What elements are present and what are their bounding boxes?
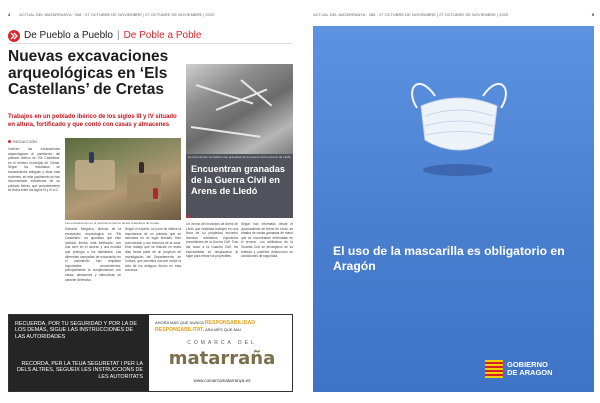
byline-dot-icon — [186, 215, 189, 218]
article-column-3: Según el experto, se pone de relieve la importancia de un poblado que se asentaba en un lugar elevado, bien comunicado y con recursos de la zona. Este trabajo que se estudia en estos días forma parte de un proyecto de investigación del Departamento de Cultura, que permitirá conocer mejor la vida de los antiguos íberos en esta comarca. — [125, 227, 181, 273]
aragon-flag-icon — [485, 360, 503, 378]
article-byline: REDACCIÓN — [8, 139, 37, 144]
sidebar-story-headline: Encuentran granadas de la Guerra Civil en Arens de Lledó — [191, 164, 285, 196]
comarca-ad — [8, 314, 293, 392]
left-page — [8, 12, 293, 392]
excavation-photo-caption: Las excavaciones en el yacimiento ibérico de Els Castellans de Cretas. — [65, 221, 160, 225]
sidebar-story — [186, 64, 293, 218]
ad-org-label: COMARCA DEL — [187, 340, 257, 346]
mask-ad-slogan: El uso de la mascarilla es obligatorio en Aragón — [333, 244, 565, 273]
right-page — [313, 12, 594, 392]
ad-brand-panel — [149, 315, 292, 391]
section-name-ca: De Poble a Poble — [123, 30, 202, 41]
ad-message-es: RECUERDA, POR TU SEGURIDAD Y POR LA DE LOS DEMÁS, SIGUE LAS INSTRUCCIONES DE LAS AUTORIDADES — [15, 321, 137, 340]
right-page-header — [313, 12, 594, 22]
article-subhead: Trabajos en un poblado ibérico de los siglos III y IV situado en altura, fortificado y que contó con casas y almacenes — [8, 114, 177, 128]
sidebar-column-2: Según han informado desde el Ayuntamiento de Arens de Lledó, se trataba de varias granadas de mano que se encontraban enterradas en el terreno. Los artificieros de la Guardia Civil se encargaron de su retirada y posterior destrucción en condiciones de seguridad. — [241, 222, 293, 259]
byline-dot-icon — [8, 140, 11, 143]
left-page-number: 4 — [8, 12, 11, 17]
grenades-photo-caption: La zona donde se hallaron las granadas de la Guerra Civil en Arens de Lledó. — [188, 155, 292, 159]
article-column-2: Salvador Melguizo, director de la excavación arqueológica en ‘Els Castellans’, ha apuntado que este poblado ibérico está fortificado, con una torre en el acceso y una muralla que protegía a los habitantes. Las diferentes campañas de excavación en el yacimiento han ampliado importantes conocimientos, principalmente la complementan con casas, almacenes y estructuras de carácter defensivo. — [65, 227, 121, 282]
matarrana-logo: matarraña — [168, 348, 276, 369]
right-page-header-text: ACTUAL DEL MATARRANYA · 268 · 27 OCTUBRE DE NOVIEMBRE | 27 OCTUBRE DE NOVIEMBRE | 2020 — [313, 12, 509, 17]
section-separator: | — [116, 30, 120, 41]
ad-message-ca: RECORDA, PER LA TEUA SEGURETAT I PER LA DELS ALTRES, SEGUEIX LES INSTRUCCIONS DE LES AUTORITATS — [16, 361, 143, 380]
left-page-header — [8, 12, 293, 22]
ad-slogan-line-1: AHORA MÁS QUE NUNCA RESPONSABILIDAD — [155, 320, 255, 326]
ad-url: www.comarcamatarranya.es — [193, 378, 251, 383]
logo-line-1: GOBIERNO — [507, 360, 548, 369]
article-column-1: Vuelven las excavaciones arqueológicas al yacimiento del poblado ibérico de ‘Els Castellans’ en el término municipal de Cretas. Según los resultados de excavaciones antiguas y otras más recientes, en este yacimiento se han documentado estructuras de un poblado ibérico que probablemente se fecha entre los siglos III y IV a.C. — [8, 147, 60, 193]
grenades-photo — [186, 64, 293, 154]
left-page-header-text: ACTUAL DEL MATARRANYA · 268 · 27 OCTUBRE DE NOVIEMBRE | 27 OCTUBRE DE NOVIEMBRE | 2020 — [19, 12, 215, 17]
right-page-number: 5 — [591, 12, 594, 17]
article-headline: Nuevas excavaciones arqueológicas en ‘Els Castellans’ de Cretas — [8, 48, 169, 98]
ad-message-panel — [9, 315, 149, 391]
logo-line-2: DE ARAGON — [507, 368, 553, 377]
sidebar-column-1: Un vecino del municipio de Arens de Lledó que realizaba trabajos en una finca de su propiedad encontró diversos artefactos explosivos procedentes de la Guerra Civil. Tras dar aviso a la Guardia Civil, los especialistas se desplazaron al lugar para retirar los proyectiles. — [186, 222, 238, 259]
ad-slogan-line-2: RESPONSABILITAT, ARA MÉS QUE MAI — [155, 327, 241, 333]
section-bar — [8, 28, 293, 44]
mask-ad — [313, 26, 594, 392]
gobierno-aragon-logo — [485, 354, 585, 384]
excavation-photo — [65, 138, 181, 220]
section-arrows-icon — [8, 30, 20, 42]
section-name-es: De Pueblo a Pueblo — [24, 30, 113, 41]
sidebar-story-byline: REDACCIÓN — [186, 214, 215, 219]
face-mask-icon — [399, 68, 519, 178]
